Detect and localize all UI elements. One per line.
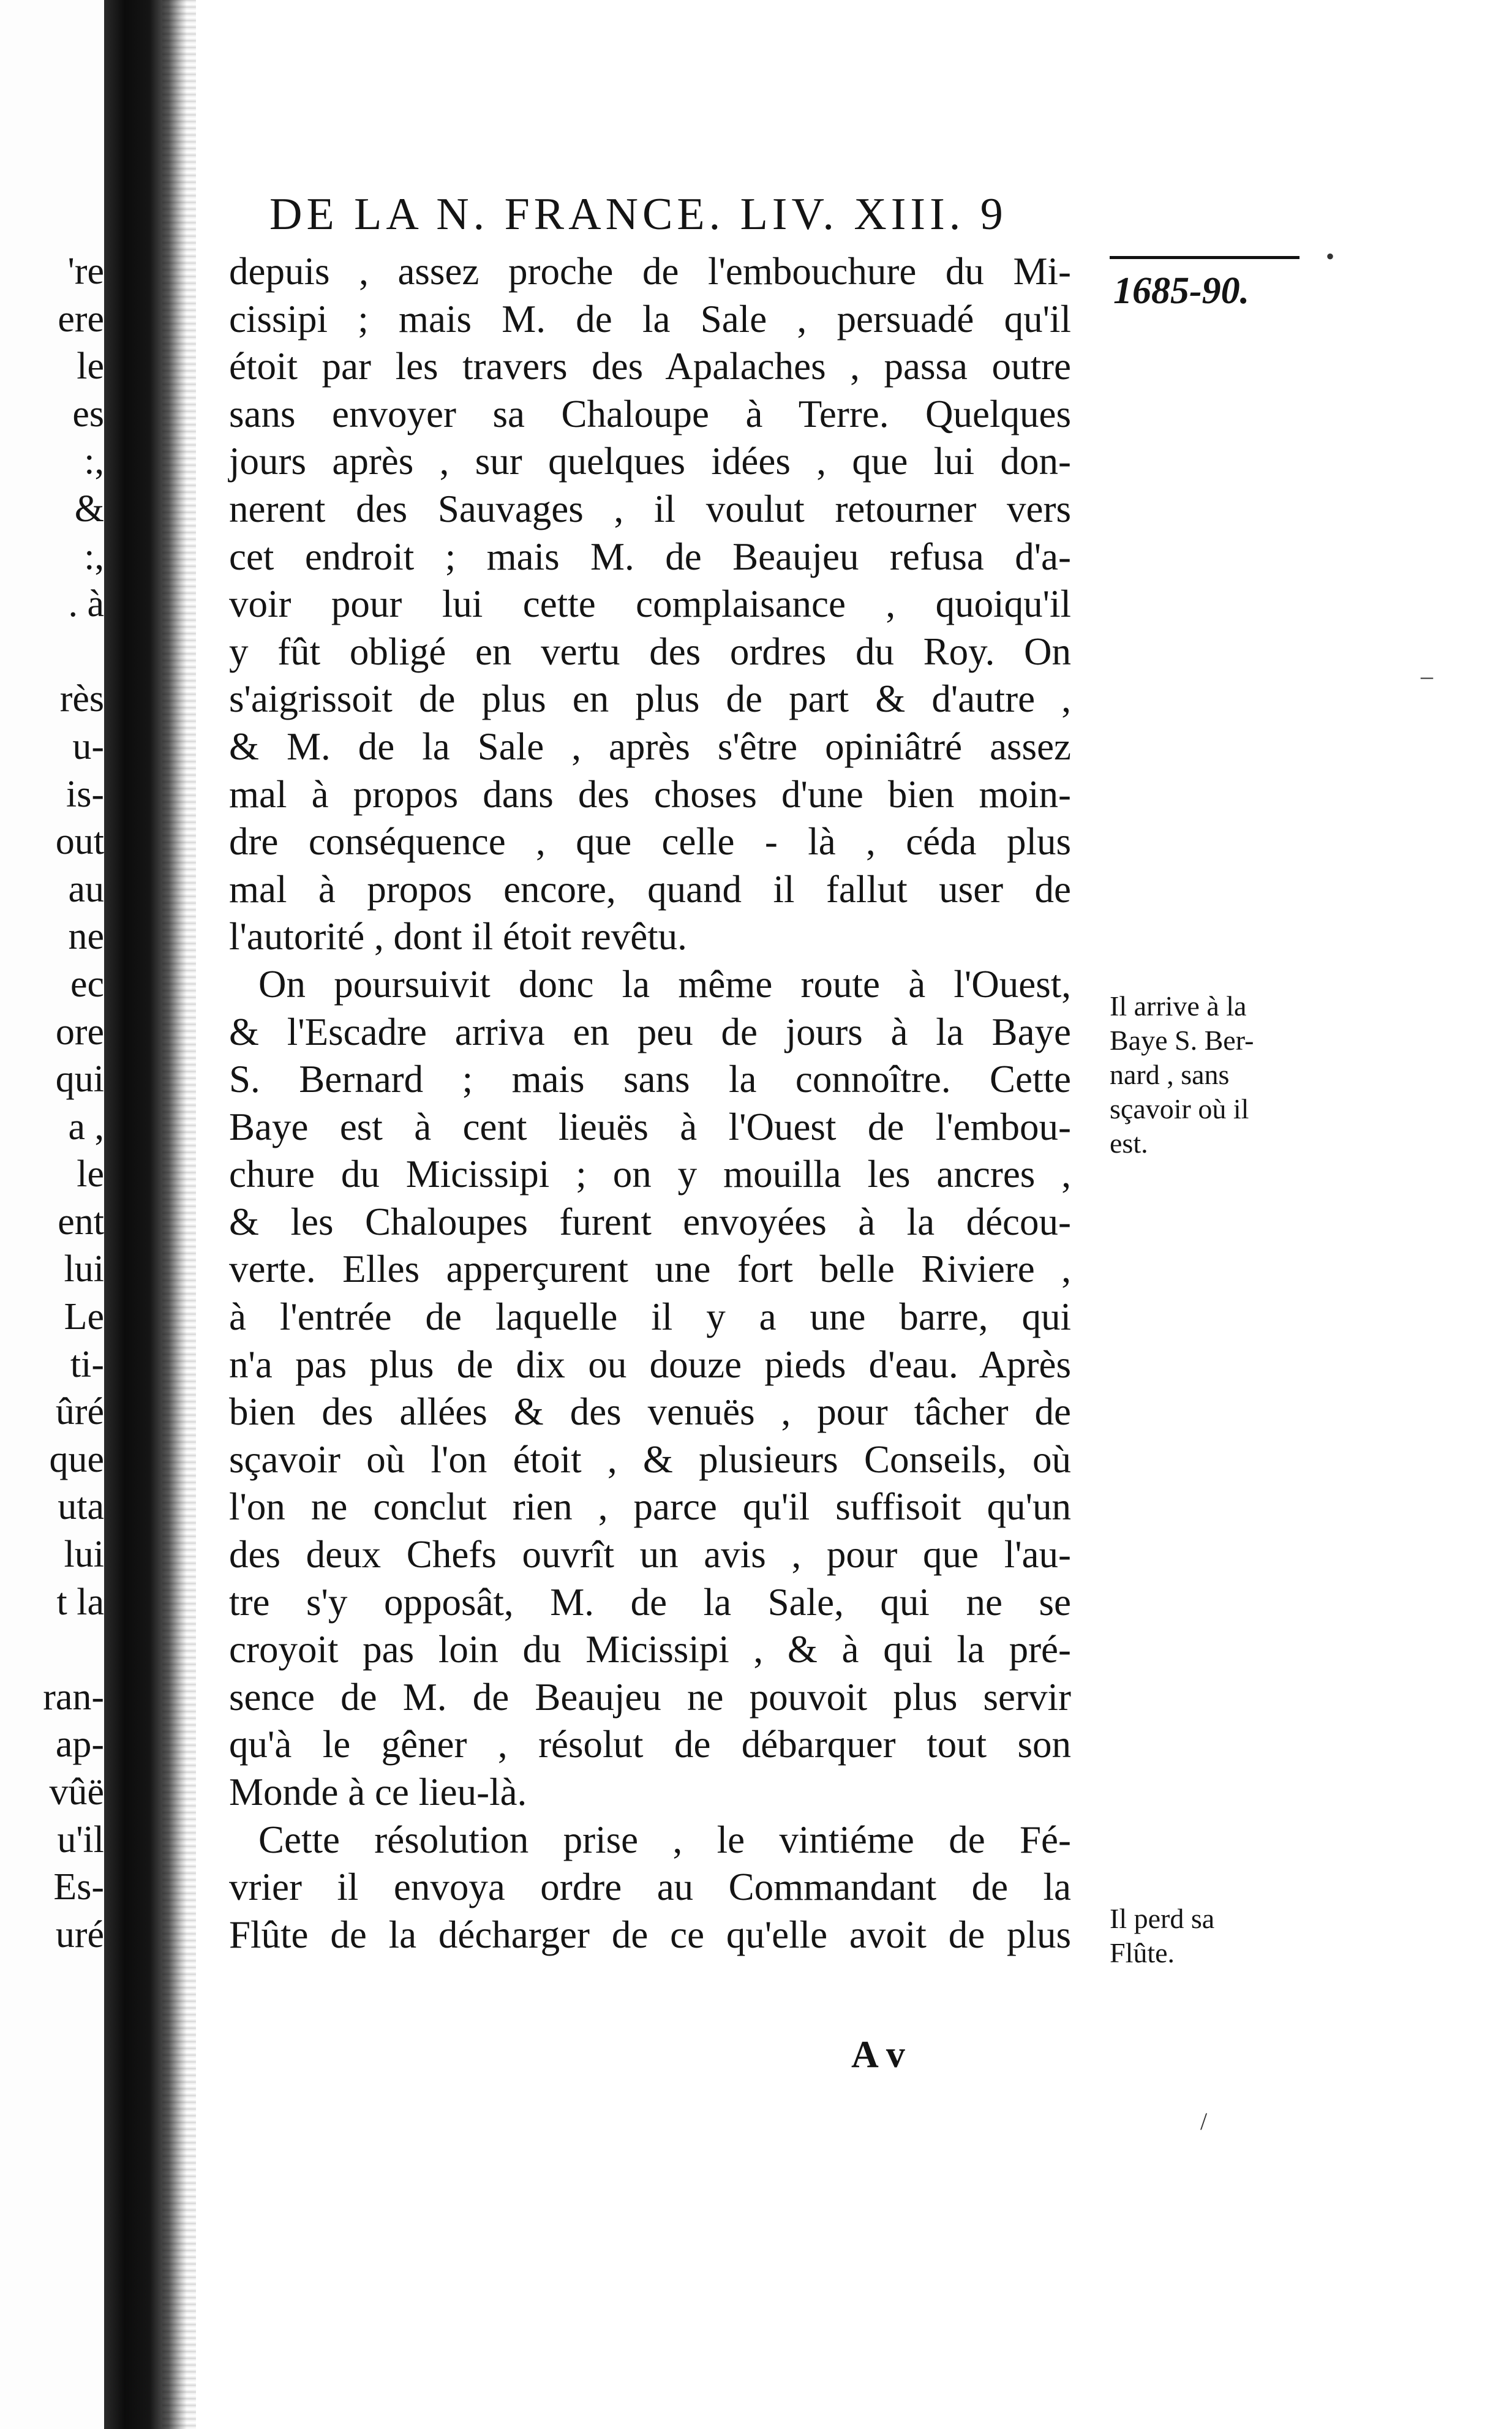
prev-fragment: u- (72, 725, 104, 767)
prev-fragment: qui (55, 1058, 104, 1101)
prev-fragment: . à (68, 583, 104, 625)
prev-fragment: 're (67, 250, 104, 292)
text-line: l'on ne conclut rien , parce qu'il suffisoit qu'un (229, 1485, 1071, 1529)
text-line: & M. de la Sale , après s'être opiniâtré assez (229, 725, 1071, 768)
text-line: verte. Elles apperçurent une fort belle Riviere , (229, 1248, 1071, 1291)
text-line: Monde à ce lieu-là. (229, 1771, 527, 1813)
text-line: sans envoyer sa Chaloupe à Terre. Quelques (229, 392, 1071, 435)
prev-fragment: :, (84, 440, 104, 483)
stray-ink-mark: / (1200, 2107, 1208, 2135)
text-line: Cette résolution prise , le vintiéme de Fé- (258, 1818, 1071, 1861)
prev-fragment: rès (59, 678, 104, 720)
text-line: y fût obligé en vertu des ordres du Roy. On (229, 630, 1071, 673)
prev-fragment (0, 1626, 104, 1674)
text-line: étoit par les travers des Apalaches , passa outre (229, 345, 1071, 388)
margin-note-baye-s-bernard (1110, 989, 1324, 1161)
prev-fragment: Le (64, 1296, 104, 1338)
text-line: & les Chaloupes furent envoyées à la décou- (229, 1200, 1071, 1243)
margin-note-line: Il arrive à la (1110, 990, 1247, 1022)
margin-note-perd-sa-flute (1110, 1902, 1324, 1970)
previous-page-text-fragments (0, 248, 104, 1959)
prev-fragment: ûré (55, 1391, 104, 1433)
prev-fragment: le (77, 1153, 104, 1196)
prev-fragment: u'il (57, 1818, 104, 1861)
body-text (229, 248, 1071, 1959)
margin-note-line: est. (1110, 1128, 1148, 1159)
prev-fragment: vûë (49, 1771, 104, 1813)
running-head: DE LA N. FRANCE. LIV. XIII. 9 (269, 189, 1007, 239)
prev-fragment: ne (68, 916, 104, 958)
text-line: jours après , sur quelques idées , que lui don- (229, 440, 1071, 483)
text-line: des deux Chefs ouvrît un avis , pour que l'au- (229, 1533, 1071, 1576)
prev-fragment: ec (70, 963, 104, 1005)
text-line: mal à propos encore, quand il fallut user de (229, 867, 1071, 911)
prev-fragment: out (55, 821, 104, 863)
date-margin-note: 1685-90. (1113, 270, 1250, 312)
text-line: dre conséquence , que celle - là , céda plus (229, 820, 1071, 864)
text-line: cet endroit ; mais M. de Beaujeu refusa d'a- (229, 535, 1071, 578)
prev-fragment: t la (56, 1581, 104, 1623)
prev-fragment: le (77, 345, 104, 388)
margin-note-line: sçavoir où il (1110, 1093, 1249, 1124)
text-line: tre s'y opposât, M. de la Sale, qui ne se (229, 1580, 1071, 1624)
stray-ink-mark: • (1326, 243, 1335, 270)
signature-mark: A v (851, 2034, 905, 2076)
gutter-speckle (162, 0, 196, 2429)
text-line: On poursuivit donc la même route à l'Ouest, (258, 962, 1071, 1006)
text-line: Baye est à cent lieuës à l'Ouest de l'embou- (229, 1105, 1071, 1148)
prev-fragment: :, (84, 535, 104, 578)
text-line: nerent des Sauvages , il voulut retourner vers (229, 487, 1071, 530)
text-line: S. Bernard ; mais sans la connoître. Cette (229, 1058, 1071, 1101)
prev-fragment: ap- (55, 1723, 104, 1766)
margin-note-line: Flûte. (1110, 1937, 1175, 1968)
prev-fragment: ent (58, 1200, 104, 1243)
text-line: Flûte de la décharger de ce qu'elle avoit de plus (229, 1913, 1071, 1956)
text-line: & l'Escadre arriva en peu de jours à la Baye (229, 1010, 1071, 1053)
text-line: sçavoir où l'on étoit , & plusieurs Conseils, où (229, 1437, 1071, 1481)
text-line: voir pour lui cette complaisance , quoiqu'il (229, 582, 1071, 626)
prev-fragment: ore (55, 1011, 104, 1053)
text-line: vrier il envoya ordre au Commandant de la (229, 1866, 1071, 1909)
prev-fragment: es (72, 393, 104, 435)
prev-fragment: Es- (53, 1866, 104, 1908)
prev-fragment: uré (55, 1913, 104, 1956)
margin-note-line: Il perd sa (1110, 1903, 1215, 1934)
prev-fragment: lui (64, 1534, 104, 1576)
text-line: à l'entrée de laquelle il y a une barre, qui (229, 1295, 1071, 1339)
text-line: sence de M. de Beaujeu ne pouvoit plus servir (229, 1675, 1071, 1719)
margin-note-line: nard , sans (1110, 1059, 1230, 1090)
text-line: l'autorité , dont il étoit revêtu. (229, 915, 687, 958)
date-rule (1110, 256, 1299, 259)
margin-note-line: Baye S. Ber- (1110, 1025, 1254, 1056)
text-line: qu'à le gêner , résolut de débarquer tout son (229, 1723, 1071, 1766)
prev-fragment (0, 628, 104, 676)
text-line: croyoit pas loin du Micissipi , & à qui la pré- (229, 1628, 1071, 1671)
prev-fragment: ere (58, 298, 104, 340)
stray-ink-mark: – (1421, 662, 1433, 690)
prev-fragment: ti- (70, 1343, 104, 1385)
text-line: cissipi ; mais M. de la Sale , persuadé qu'il (229, 297, 1071, 341)
text-line: bien des allées & des venuës , pour tâcher de (229, 1390, 1071, 1434)
prev-fragment: & (74, 488, 104, 530)
prev-fragment: ran- (43, 1676, 104, 1718)
prev-fragment: que (49, 1438, 104, 1480)
prev-fragment: lui (64, 1248, 104, 1290)
text-line: chure du Micissipi ; on y mouilla les ancres , (229, 1153, 1071, 1196)
text-line: depuis , assez proche de l'embouchure du Mi- (229, 250, 1071, 293)
text-line: n'a pas plus de dix ou douze pieds d'eau. Après (229, 1343, 1071, 1386)
prev-fragment: au (68, 868, 104, 910)
prev-fragment: a , (68, 1105, 104, 1148)
text-line: s'aigrissoit de plus en plus de part & d'autre , (229, 677, 1071, 721)
prev-fragment: is- (66, 773, 104, 815)
prev-fragment: uta (58, 1486, 104, 1528)
text-line: mal à propos dans des choses d'une bien moin- (229, 772, 1071, 816)
